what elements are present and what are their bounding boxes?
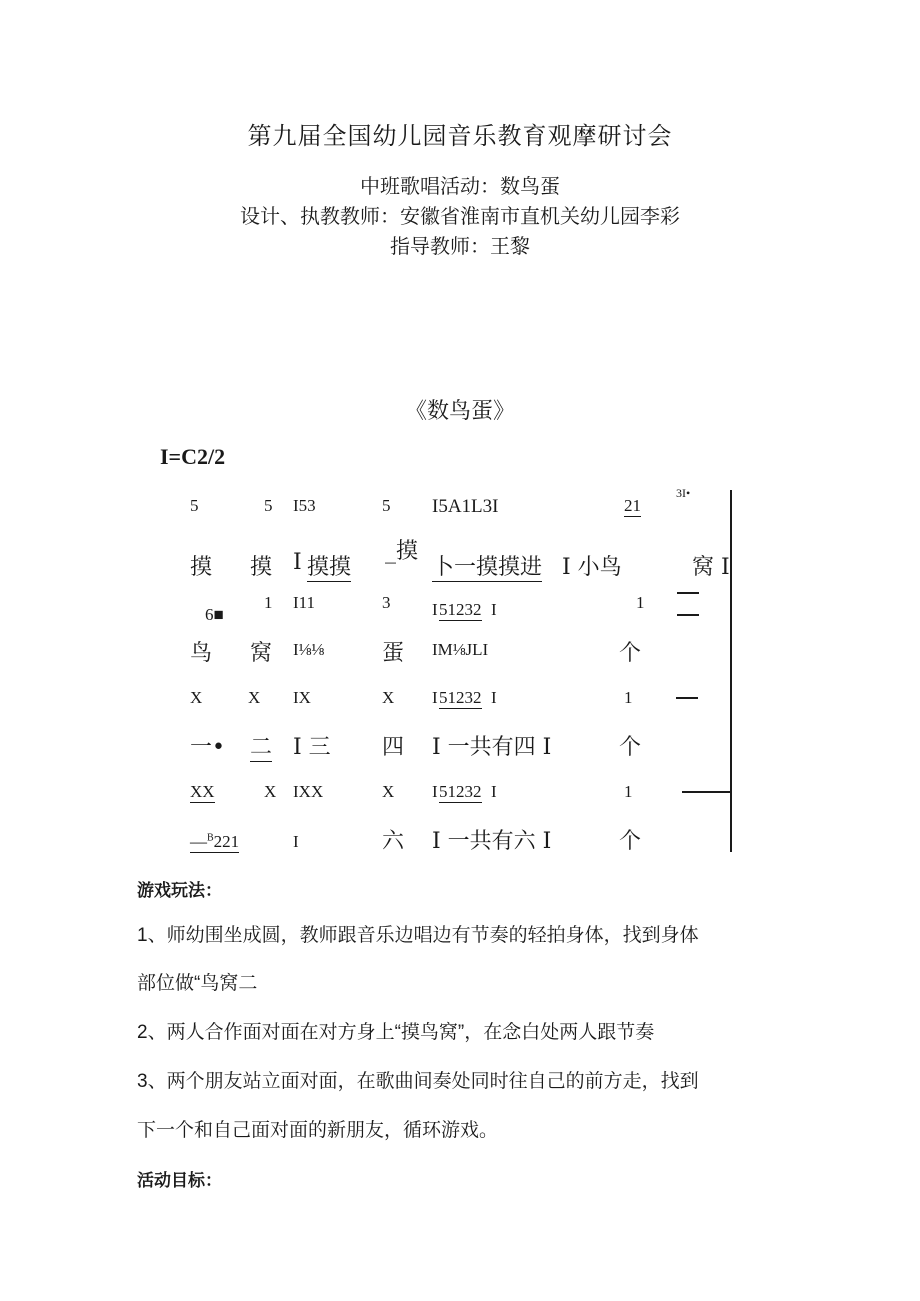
score-lyric: 卜一摸摸进 xyxy=(432,550,542,582)
score-note: I xyxy=(491,688,497,707)
score-note: X xyxy=(264,782,277,801)
score-lyric: I⅛⅛ xyxy=(293,640,325,659)
score-note: X xyxy=(382,688,395,707)
score-note: I xyxy=(491,782,497,801)
game-rules-heading: 游戏玩法： xyxy=(137,881,222,900)
score-note: X xyxy=(382,782,395,801)
score-note: I53 xyxy=(293,496,316,515)
score-note: 5 xyxy=(264,496,273,515)
score-note: 3 xyxy=(382,593,391,612)
score-barline xyxy=(730,490,732,852)
score-note: 3I• xyxy=(676,486,691,500)
score-note: I xyxy=(491,600,497,619)
score-lyric: —$^B$221 xyxy=(190,832,240,851)
score-note: 5 xyxy=(382,496,391,515)
score-lyric: 摸摸 xyxy=(307,550,351,582)
score-lyric: 个 xyxy=(619,829,642,854)
score-note: 5 xyxy=(190,496,199,515)
song-title: 《数鸟蛋》 xyxy=(404,399,515,424)
score-note: 21 xyxy=(624,496,641,515)
score-note: I5A1L3I xyxy=(432,496,499,517)
song-key: I=C2/2 xyxy=(160,444,226,469)
score-note: 51232 xyxy=(439,782,482,801)
score-lyric: 一• xyxy=(190,735,225,760)
score-dash xyxy=(677,614,699,616)
score-lyric: 摸 xyxy=(190,555,213,580)
score-lyric: 窝 I xyxy=(692,555,730,580)
score-lyric: 鸟 xyxy=(190,641,213,666)
score-note: 1 xyxy=(624,688,633,707)
score-lyric: I 一共有六 I xyxy=(432,829,552,854)
score-note: I11 xyxy=(293,593,316,612)
score-lyric: I 小鸟 xyxy=(562,555,622,580)
game-rule-1: 1、师幼围坐成圆，教师跟音乐边唱边有节奏的轻拍身体，找到身体 xyxy=(137,925,699,946)
score-note: X xyxy=(248,688,261,707)
score-lyric: 蛋 xyxy=(382,641,405,666)
activity-goals-heading: 活动目标： xyxy=(137,1171,222,1190)
advisor-line: 指导教师：王黎 xyxy=(390,234,530,258)
score-note: 6■ xyxy=(205,605,224,624)
game-rule-1-cont: 部位做“鸟窝二 xyxy=(137,973,258,994)
game-rule-3-cont: 下一个和自己面对面的新朋友，循环游戏。 xyxy=(137,1120,499,1141)
score-note: I xyxy=(432,600,438,619)
score-lyric: 个 xyxy=(619,641,642,666)
score-dash xyxy=(682,791,730,793)
score-lyric: 窝 xyxy=(250,641,273,666)
score-note: 1 xyxy=(624,782,633,801)
score-lyric: 二 xyxy=(250,730,272,762)
game-rule-3: 3、两个朋友站立面对面，在歌曲间奏处同时往自己的前方走，找到 xyxy=(137,1071,699,1092)
score-lyric: 个 xyxy=(619,735,642,760)
score-dash xyxy=(676,697,698,699)
score-note: XX xyxy=(190,782,215,801)
score-note: 51232 xyxy=(439,688,482,707)
score-lyric: 摸 xyxy=(250,555,273,580)
game-rule-2: 2、两人合作面对面在对方身上“摸鸟窝”，在念白处两人跟节奏 xyxy=(137,1022,655,1043)
score-lyric: I xyxy=(293,832,299,851)
score-note: 1 xyxy=(636,593,645,612)
score-note: X xyxy=(190,688,203,707)
score-note: I xyxy=(432,782,438,801)
score-lyric: 六 xyxy=(382,829,405,854)
score-lyric: IM⅛JLI xyxy=(432,640,489,659)
score-dash xyxy=(677,592,699,594)
score-lyric: I 三 xyxy=(293,735,331,760)
score-note: IXX xyxy=(293,782,324,801)
score-lyric: I xyxy=(293,550,302,575)
designer-line: 设计、执教教师：安徽省淮南市直机关幼儿园李彩 xyxy=(240,204,680,228)
score-lyric: I 一共有四 I xyxy=(432,735,552,760)
score-lyric: 四 xyxy=(382,735,405,760)
score-note: 1 xyxy=(264,593,273,612)
score-note: I xyxy=(432,688,438,707)
score-lyric: _摸 xyxy=(385,539,419,564)
score-note: 51232 xyxy=(439,600,482,619)
activity-subtitle: 中班歌唱活动：数鸟蛋 xyxy=(360,174,560,198)
document-title: 第九届全国幼儿园音乐教育观摩研讨会 xyxy=(247,122,673,150)
score-note: IX xyxy=(293,688,311,707)
